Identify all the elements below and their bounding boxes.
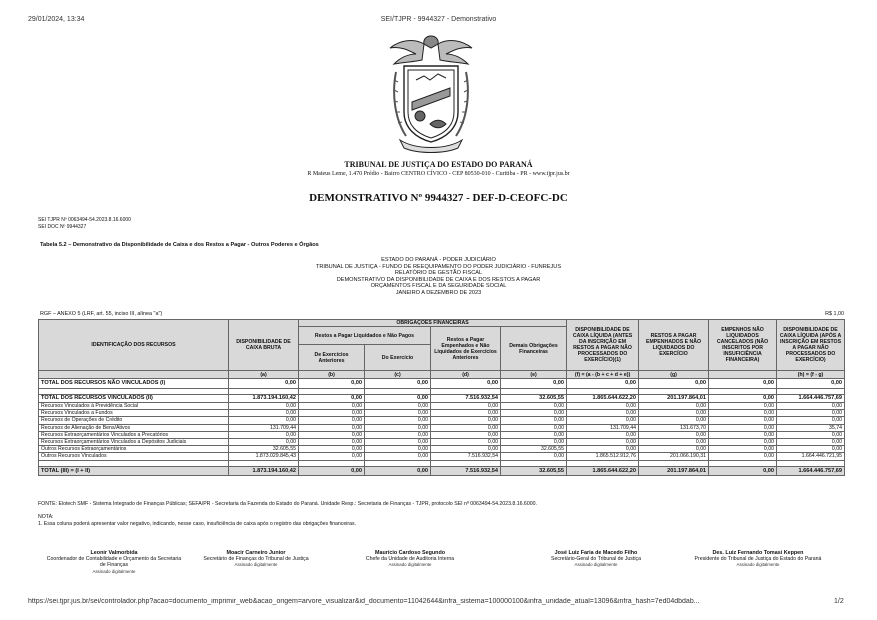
cell-value: 0,00 — [365, 439, 431, 446]
cell-value: 0,00 — [709, 424, 777, 431]
cell-value: 0,00 — [567, 439, 639, 446]
cell-value: 0,00 — [229, 403, 299, 410]
cell-value: 7.516.932,54 — [431, 466, 501, 475]
cell-value: 1.664.446.721,95 — [777, 453, 845, 460]
cell-value: 131.709,44 — [567, 424, 639, 431]
cell-value: 0,00 — [431, 424, 501, 431]
cell-value: 0,00 — [777, 431, 845, 438]
row-label: TOTAL DOS RECURSOS VINCULADOS (II) — [39, 395, 229, 403]
sei-doc-number: SEI DOC Nº 9944327 — [38, 224, 87, 230]
cell-value: 0,00 — [501, 410, 567, 417]
cell-value: 0,00 — [709, 395, 777, 403]
row-label: Recursos de Alienação de Bens/Ativos — [39, 424, 229, 431]
cell-value: 0,00 — [639, 446, 709, 453]
cell-value: 0,00 — [365, 446, 431, 453]
cell-value: 0,00 — [365, 417, 431, 424]
signer-name: Moacir Carneiro Junior — [226, 550, 286, 556]
signer-role: Secretário de Finanças do Tribunal de Justiça — [203, 556, 309, 563]
cell-value: 0,00 — [431, 431, 501, 438]
report-header-line: TRIBUNAL DE JUSTIÇA - FUNDO DE REEQUIPAMENTO DO PODER JUDICIÁRIO - FUNREJUS — [315, 263, 562, 270]
cell-value: 0,00 — [639, 410, 709, 417]
signature-status: Assinado digitalmente — [92, 568, 136, 574]
cell-value: 0,00 — [299, 395, 365, 403]
row-label: Outros Recursos Vinculados — [39, 453, 229, 460]
cell-value: 201.066.190,31 — [639, 453, 709, 460]
signature-block — [688, 550, 828, 569]
cell-value: 0,00 — [365, 379, 431, 389]
col-disponibilidade-liquida: DISPONIBILIDADE DE CAIXA LÍQUIDA (ANTES DA INSCRIÇÃO EM RESTOS A PAGAR NÃO PROCESSADOS DO EXERCÍCIO)(1) — [567, 320, 639, 371]
cash-availability-table — [38, 319, 845, 476]
cell-value: 0,00 — [709, 379, 777, 389]
col-empenhos-cancelados: EMPENHOS NÃO LIQUIDADOS CANCELADOS (NÃO INSCRITOS POR INSUFICIÊNCIA FINANCEIRA) — [709, 320, 777, 371]
col-letter: (f) = (a - (b + c + d + e)) — [567, 371, 639, 379]
report-header-line: JANEIRO A DEZEMBRO DE 2023 — [395, 289, 482, 296]
cell-value: 32.605,55 — [501, 466, 567, 475]
col-letter: (c) — [365, 371, 431, 379]
signature-status: Assinado digitalmente — [234, 562, 278, 568]
table-row — [39, 403, 845, 410]
cell-value: 0,00 — [229, 431, 299, 438]
court-address: R Mateus Leme, 1.470 Prédio - Bairro CENTRO CÍVICO - CEP 80530-010 - Curitiba - PR - www.tjpr.jus.br — [307, 171, 570, 177]
cell-value: 0,00 — [299, 466, 365, 475]
cell-value: 1.873.029.845,43 — [229, 453, 299, 460]
row-label: TOTAL (III) = (I + II) — [39, 466, 229, 475]
cell-value: 1.664.446.757,69 — [777, 466, 845, 475]
cell-value: 0,00 — [709, 446, 777, 453]
print-url: https://sei.tjpr.jus.br/sei/controlador.php?acao=documento_imprimir_web&acao_origem=arvore_visualizar&id_documento=11042644&infra_sistema=100000100&infra_unidade_atual=13096&infra_hash=7ed04dbdab... — [28, 598, 700, 605]
col-letter: (a) — [229, 371, 299, 379]
col-letter: (h) = (f - g) — [777, 371, 845, 379]
table-body — [39, 379, 845, 476]
cell-value: 0,00 — [777, 417, 845, 424]
cell-value: 1.865.644.622,20 — [567, 466, 639, 475]
cell-value: 0,00 — [567, 379, 639, 389]
row-label: Recursos de Operações de Crédito — [39, 417, 229, 424]
row-label: Recursos Extraorçamentários Vinculados a Depósitos Judiciais — [39, 439, 229, 446]
cell-value: 0,00 — [229, 379, 299, 389]
table-row — [39, 453, 845, 460]
table-row — [39, 431, 845, 438]
signature-status: Assinado digitalmente — [388, 562, 432, 568]
cell-value: 0,00 — [709, 403, 777, 410]
signer-role: Presidente do Tribunal de Justiça do Estado do Paraná — [694, 556, 822, 563]
cell-value: 0,00 — [431, 417, 501, 424]
col-rp-liquidados: Restos a Pagar Liquidados e Não Pagos — [299, 327, 431, 345]
report-header-line: ORÇAMENTOS FISCAL E DA SEGURIDADE SOCIAL — [370, 283, 507, 290]
notes-title: NOTA: — [38, 514, 54, 520]
cell-value: 0,00 — [431, 403, 501, 410]
cell-value: 0,00 — [501, 424, 567, 431]
cell-value: 0,00 — [299, 424, 365, 431]
cell-value: 0,00 — [567, 417, 639, 424]
signature-block — [526, 550, 666, 569]
cell-value: 32.605,55 — [501, 395, 567, 403]
signature-status: Assinado digitalmente — [736, 562, 780, 568]
cell-value: 0,00 — [501, 439, 567, 446]
row-label: Recursos Extraorçamentários Vinculados a Precatórios — [39, 431, 229, 438]
cell-value: 0,00 — [299, 453, 365, 460]
signer-name: José Luiz Faria de Macedo Filho — [554, 550, 638, 556]
col-letter: (d) — [431, 371, 501, 379]
table-row — [39, 439, 845, 446]
signer-role: Secretário-Geral do Tribunal de Justiça — [551, 556, 641, 563]
cell-value: 0,00 — [709, 431, 777, 438]
signer-role: Chefe da Unidade de Auditoria Interna — [365, 556, 455, 563]
cell-value: 0,00 — [709, 417, 777, 424]
cell-value: 0,00 — [501, 379, 567, 389]
col-rp-nao-processados: RESTOS A PAGAR EMPENHADOS E NÃO LIQUIDADOS DO EXERCÍCIO — [639, 320, 709, 371]
table-row — [39, 410, 845, 417]
report-header — [0, 257, 877, 297]
cell-value: 1.873.194.160,42 — [229, 395, 299, 403]
cell-value: 0,00 — [567, 446, 639, 453]
signature-block — [340, 550, 480, 569]
cell-value: 0,00 — [777, 439, 845, 446]
cell-value: 0,00 — [431, 410, 501, 417]
cell-value: 0,00 — [709, 453, 777, 460]
cell-value: 0,00 — [709, 439, 777, 446]
note-1: 1. Essa coluna poderá apresentar valor negativo, indicando, nesse caso, insuficiência de caixa após o registro das obrigações financeiras. — [38, 521, 357, 527]
row-label: TOTAL DOS RECURSOS NÃO VINCULADOS (I) — [39, 379, 229, 389]
cell-value: 0,00 — [365, 431, 431, 438]
cell-value: 0,00 — [777, 403, 845, 410]
cell-value: 1.865.512.912,76 — [567, 453, 639, 460]
court-name: TRIBUNAL DE JUSTIÇA DO ESTADO DO PARANÁ — [344, 160, 533, 169]
print-page-number: 1/2 — [834, 598, 844, 605]
cell-value: 201.197.864,01 — [639, 466, 709, 475]
cell-value: 0,00 — [777, 410, 845, 417]
cell-value: 0,00 — [709, 466, 777, 475]
col-rp-empenhados: Restos a Pagar Empenhados e Não Liquidados de Exercícios Anteriores — [431, 327, 501, 371]
signature-status: Assinado digitalmente — [574, 562, 618, 568]
cell-value: 1.664.446.757,69 — [777, 395, 845, 403]
cell-value: 131.709,44 — [229, 424, 299, 431]
cell-value: 0,00 — [299, 403, 365, 410]
cell-value: 0,00 — [639, 379, 709, 389]
col-disponibilidade-apos: DISPONIBILIDADE DE CAIXA LÍQUIDA (APÓS A INSCRIÇÃO EM RESTOS A PAGAR NÃO PROCESSADOS DO EXERCÍCIO) — [777, 320, 845, 371]
cell-value: 0,00 — [365, 410, 431, 417]
currency-unit: R$ 1,00 — [825, 311, 844, 317]
row-label: Recursos Vinculados à Previdência Social — [39, 403, 229, 410]
cell-value: 7.516.932,54 — [431, 395, 501, 403]
source-note: FONTE: Elotech SMF - Sistema Integrado de Finanças Públicas; SEFA/PR - Secretaria da Fazenda do Estado do Paraná. Unidade Resp.: Secretaria de Finanças - TJPR, protocolo SEI nº 0063494-54.2023.8.16.6000. — [38, 501, 537, 507]
table-caption: Tabela 5.2 – Demonstrativo da Disponibilidade de Caixa e dos Restos a Pagar - Outros Poderes e Órgãos — [40, 242, 319, 248]
col-letter: (e) — [501, 371, 567, 379]
table-header — [39, 320, 845, 379]
signer-name: Des. Luiz Fernando Tomasi Keppen — [712, 550, 804, 556]
document-heading: DEMONSTRATIVO Nº 9944327 - DEF-D-CEOFC-DC — [309, 192, 568, 204]
print-datetime: 29/01/2024, 13:34 — [28, 16, 85, 23]
cell-value: 0,00 — [299, 379, 365, 389]
cell-value: 0,00 — [365, 403, 431, 410]
col-obrigacoes-financeiras: OBRIGAÇÕES FINANCEIRAS — [299, 320, 567, 327]
cell-value: 0,00 — [567, 410, 639, 417]
cell-value: 32.605,55 — [501, 446, 567, 453]
report-header-line: DEMONSTRATIVO DA DISPONIBILIDADE DE CAIXA E DOS RESTOS A PAGAR — [336, 276, 541, 283]
cell-value: 0,00 — [567, 431, 639, 438]
table-row — [39, 395, 845, 403]
cell-value: 7.516.932,54 — [431, 453, 501, 460]
protocol-number: SEI TJPR Nº 0063494-54.2023.8.16.6000 — [38, 217, 131, 223]
cell-value: 35,74 — [777, 424, 845, 431]
cell-value: 0,00 — [299, 417, 365, 424]
cell-value: 0,00 — [709, 410, 777, 417]
report-header-line: RELATÓRIO DE GESTÃO FISCAL — [394, 270, 483, 277]
cell-value: 0,00 — [639, 403, 709, 410]
table-row — [39, 379, 845, 389]
col-letter: (g) — [639, 371, 709, 379]
cell-value: 1.873.194.160,42 — [229, 466, 299, 475]
signer-name: Maurício Cardoso Segundo — [374, 550, 446, 556]
cell-value: 0,00 — [501, 431, 567, 438]
cell-value: 0,00 — [299, 431, 365, 438]
cell-value: 0,00 — [365, 395, 431, 403]
cell-value: 1.865.644.622,20 — [567, 395, 639, 403]
cell-value: 0,00 — [229, 439, 299, 446]
cell-value: 0,00 — [567, 403, 639, 410]
cell-value: 0,00 — [639, 431, 709, 438]
table-row — [39, 446, 845, 453]
cell-value: 0,00 — [431, 379, 501, 389]
cell-value: 0,00 — [365, 424, 431, 431]
col-letter — [709, 371, 777, 379]
cell-value: 0,00 — [299, 446, 365, 453]
col-letter — [39, 371, 229, 379]
cell-value: 0,00 — [777, 446, 845, 453]
col-disponibilidade-bruta: DISPONIBILIDADE DE CAIXA BRUTA — [229, 320, 299, 371]
row-label: Outros Recursos Extraorçamentários — [39, 446, 229, 453]
cell-value: 0,00 — [777, 379, 845, 389]
col-letter: (b) — [299, 371, 365, 379]
cell-value: 0,00 — [299, 410, 365, 417]
parana-coat-of-arms-icon — [386, 32, 476, 158]
cell-value: 0,00 — [639, 417, 709, 424]
col-do-exercicio: Do Exercício — [365, 345, 431, 371]
signature-block — [186, 550, 326, 569]
col-demais-obrigacoes: Demais Obrigações Financeiras — [501, 327, 567, 371]
report-header-line: ESTADO DO PARANÁ - PODER JUDICIÁRIO — [381, 257, 496, 263]
cell-value: 0,00 — [229, 410, 299, 417]
signer-name: Leonir Valmorbida — [90, 550, 138, 556]
cell-value: 0,00 — [501, 403, 567, 410]
col-identificacao: IDENTIFICAÇÃO DOS RECURSOS — [39, 320, 229, 371]
cell-value: 0,00 — [431, 439, 501, 446]
table-row — [39, 466, 845, 475]
print-doc-title: SEI/TJPR - 9944327 - Demonstrativo — [380, 16, 497, 23]
row-label: Recursos Vinculados a Fundos — [39, 410, 229, 417]
table-row — [39, 424, 845, 431]
signer-role: Coordenador de Contabilidade e Orçamento da Secretaria de Finanças — [46, 556, 182, 569]
cell-value: 0,00 — [365, 453, 431, 460]
cell-value: 0,00 — [431, 446, 501, 453]
col-exercicios-anteriores: De Exercícios Anteriores — [299, 345, 365, 371]
cell-value: 0,00 — [229, 417, 299, 424]
cell-value: 0,00 — [639, 439, 709, 446]
cell-value: 131.673,70 — [639, 424, 709, 431]
cell-value: 0,00 — [365, 466, 431, 475]
cell-value: 0,00 — [501, 453, 567, 460]
cell-value: 32.605,55 — [229, 446, 299, 453]
table-row — [39, 417, 845, 424]
legal-reference: RGF – ANEXO 5 (LRF, art. 55, inciso III, alínea "a") — [40, 311, 163, 317]
cell-value: 201.197.864,01 — [639, 395, 709, 403]
cell-value: 0,00 — [299, 439, 365, 446]
cell-value: 0,00 — [501, 417, 567, 424]
signature-block — [44, 550, 184, 575]
